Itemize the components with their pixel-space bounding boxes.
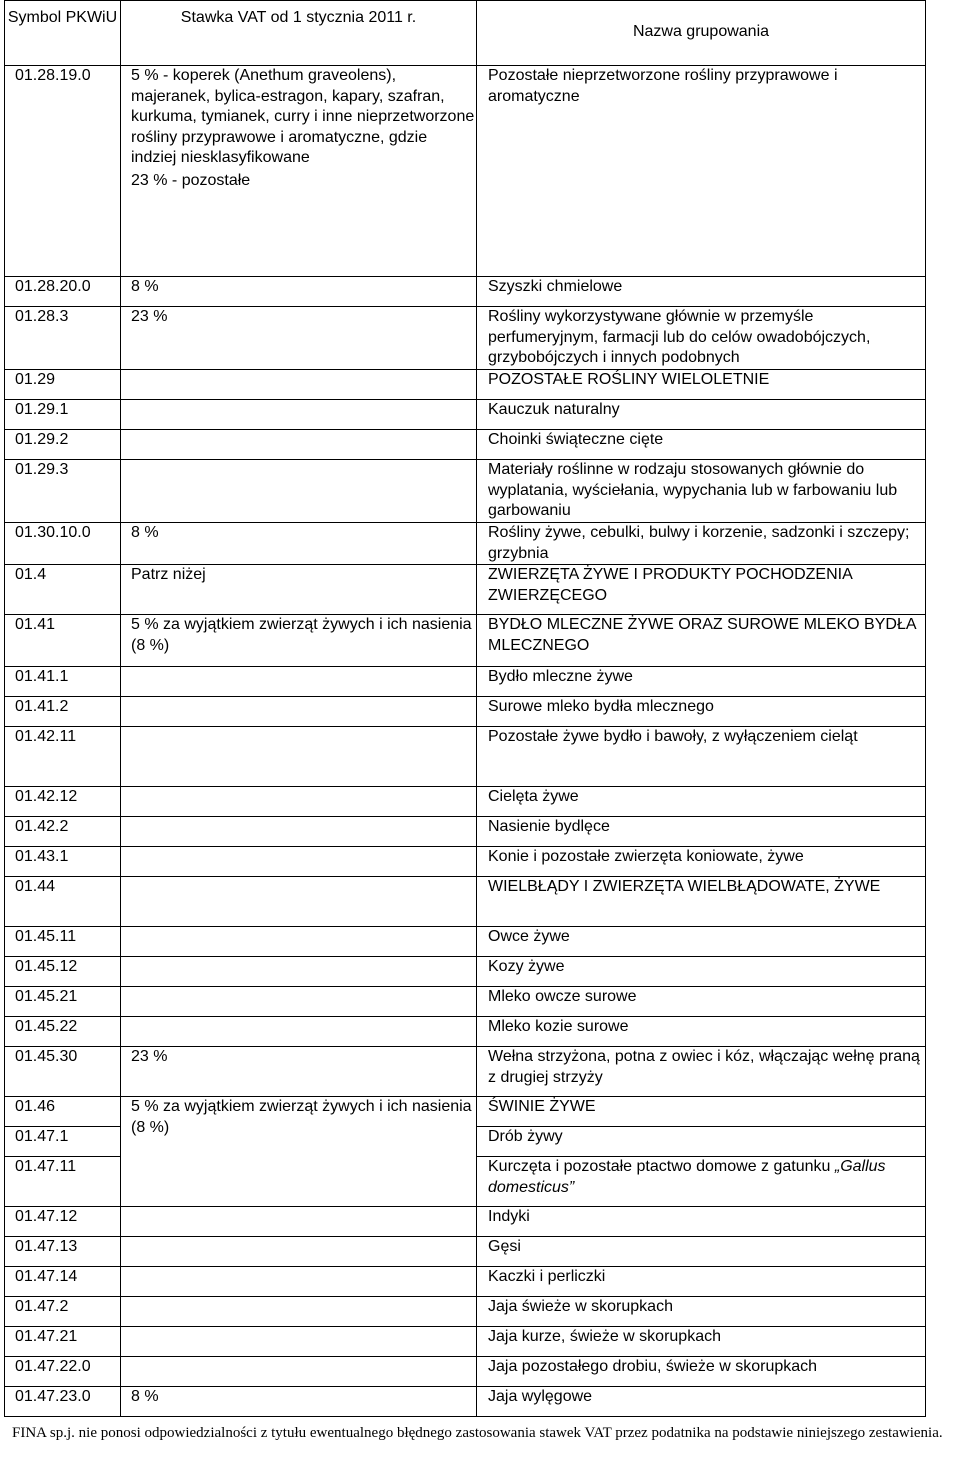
table-row (5, 460, 926, 523)
table-row (5, 1047, 926, 1097)
vat-rate (121, 1357, 477, 1387)
vat-rate (121, 787, 477, 817)
table-row (5, 370, 926, 400)
table-row (5, 667, 926, 697)
pkwiu-code: 01.44 (5, 877, 121, 927)
group-name: Szyszki chmielowe (477, 277, 926, 307)
group-name: Bydło mleczne żywe (477, 667, 926, 697)
vat-rate (121, 1327, 477, 1357)
table-row (5, 727, 926, 787)
group-name: Gęsi (477, 1237, 926, 1267)
table-row (5, 1387, 926, 1417)
group-name: Kauczuk naturalny (477, 400, 926, 430)
vat-rate: 8 % (121, 1387, 477, 1417)
vat-rate: Patrz niżej (121, 565, 477, 615)
table-row (5, 987, 926, 1017)
pkwiu-code: 01.42.12 (5, 787, 121, 817)
vat-rate (121, 847, 477, 877)
group-name-latin: „Gallus domesticus” (488, 1158, 886, 1196)
vat-rate (121, 400, 477, 430)
pkwiu-code: 01.47.1 (5, 1127, 121, 1157)
header-group-name: Nazwa grupowania (477, 1, 926, 66)
group-name: Choinki świąteczne cięte (477, 430, 926, 460)
group-name: ŚWINIE ŻYWE (477, 1097, 926, 1127)
vat-rate (121, 817, 477, 847)
pkwiu-code: 01.28.20.0 (5, 277, 121, 307)
group-name (477, 1157, 926, 1207)
group-name: Drób żywy (477, 1127, 926, 1157)
group-name: Pozostałe żywe bydło i bawoły, z wyłączeniem cieląt (477, 727, 926, 787)
vat-rate (121, 1297, 477, 1327)
vat-rate (121, 66, 477, 277)
table-row (5, 817, 926, 847)
vat-rates-table (4, 0, 926, 1417)
vat-rate: 23 % (121, 307, 477, 370)
vat-rate-text: 5 % - koperek (Anethum graveolens), majeranek, bylica-estragon, kapary, szafran, kurkuma, tymianek, curry i inne nieprzetworzone rośliny przyprawowe i aromatyczne, gdzie indziej niesklasyfikowane (131, 67, 475, 166)
pkwiu-code: 01.45.30 (5, 1047, 121, 1097)
group-name: Nasienie bydlęce (477, 817, 926, 847)
table-row (5, 1237, 926, 1267)
vat-rate-text-secondary: 23 % - pozostałe (131, 171, 251, 189)
pkwiu-code: 01.47.13 (5, 1237, 121, 1267)
table-row (5, 957, 926, 987)
pkwiu-code: 01.29.2 (5, 430, 121, 460)
table-row (5, 1357, 926, 1387)
pkwiu-code: 01.47.12 (5, 1207, 121, 1237)
header-symbol-pkwiu: Symbol PKWiU (5, 1, 121, 66)
pkwiu-code: 01.41 (5, 615, 121, 667)
table-row (5, 523, 926, 565)
table-row (5, 1207, 926, 1237)
group-name: Mleko kozie surowe (477, 1017, 926, 1047)
pkwiu-code: 01.47.22.0 (5, 1357, 121, 1387)
group-name: Jaja kurze, świeże w skorupkach (477, 1327, 926, 1357)
vat-rate: 23 % (121, 1047, 477, 1097)
pkwiu-code: 01.29.1 (5, 400, 121, 430)
table-row (5, 787, 926, 817)
vat-rate (121, 927, 477, 957)
table-row (5, 1267, 926, 1297)
vat-rate (121, 1017, 477, 1047)
group-name: Owce żywe (477, 927, 926, 957)
table-row (5, 565, 926, 615)
table-row (5, 66, 926, 277)
vat-rate (121, 957, 477, 987)
group-name: Jaja wylęgowe (477, 1387, 926, 1417)
table-row (5, 1157, 926, 1207)
table-header-row (5, 1, 926, 66)
pkwiu-code: 01.47.11 (5, 1157, 121, 1207)
pkwiu-code: 01.41.1 (5, 667, 121, 697)
pkwiu-code: 01.30.10.0 (5, 523, 121, 565)
pkwiu-code: 01.4 (5, 565, 121, 615)
pkwiu-code: 01.45.22 (5, 1017, 121, 1047)
pkwiu-code: 01.42.11 (5, 727, 121, 787)
table-row (5, 615, 926, 667)
group-name-text: Kurczęta i pozostałe ptactwo domowe z gatunku (488, 1158, 835, 1175)
table-row (5, 847, 926, 877)
vat-rate (121, 987, 477, 1017)
table-row (5, 277, 926, 307)
pkwiu-code: 01.45.11 (5, 927, 121, 957)
vat-rate (121, 667, 477, 697)
group-name: Jaja świeże w skorupkach (477, 1297, 926, 1327)
vat-rate: 5 % za wyjątkiem zwierząt żywych i ich nasienia (8 %) (121, 1097, 477, 1157)
pkwiu-code: 01.43.1 (5, 847, 121, 877)
group-name: Surowe mleko bydła mlecznego (477, 697, 926, 727)
group-name: Kaczki i perliczki (477, 1267, 926, 1297)
pkwiu-code: 01.28.19.0 (5, 66, 121, 277)
vat-rate: 8 % (121, 277, 477, 307)
table-row (5, 1327, 926, 1357)
vat-rate (121, 877, 477, 927)
table-row (5, 307, 926, 370)
pkwiu-code: 01.42.2 (5, 817, 121, 847)
pkwiu-code: 01.28.3 (5, 307, 121, 370)
pkwiu-code: 01.47.21 (5, 1327, 121, 1357)
vat-rate (121, 370, 477, 400)
vat-rate (121, 1267, 477, 1297)
vat-rate (121, 1157, 477, 1207)
group-name: Jaja pozostałego drobiu, świeże w skorupkach (477, 1357, 926, 1387)
pkwiu-code: 01.45.21 (5, 987, 121, 1017)
vat-rate (121, 727, 477, 787)
pkwiu-code: 01.29.3 (5, 460, 121, 523)
disclaimer-footer: FINA sp.j. nie ponosi odpowiedzialności z tytułu ewentualnego błędnego zastosowania stawek VAT przez podatnika na podstawie niniejszego zestawienia. (12, 1425, 943, 1441)
group-name: Pozostałe nieprzetworzone rośliny przyprawowe i aromatyczne (477, 66, 926, 277)
vat-rate (121, 697, 477, 727)
group-name: Materiały roślinne w rodzaju stosowanych głównie do wyplatania, wyściełania, wypychania lub w farbowaniu lub garbowaniu (477, 460, 926, 523)
table-row (5, 1097, 926, 1127)
group-name: ZWIERZĘTA ŻYWE I PRODUKTY POCHODZENIA ZWIERZĘCEGO (477, 565, 926, 615)
header-vat-rate: Stawka VAT od 1 stycznia 2011 r. (121, 1, 477, 66)
group-name: Indyki (477, 1207, 926, 1237)
vat-rate (121, 460, 477, 523)
group-name: POZOSTAŁE ROŚLINY WIELOLETNIE (477, 370, 926, 400)
table-row (5, 927, 926, 957)
pkwiu-code: 01.47.23.0 (5, 1387, 121, 1417)
group-name: Kozy żywe (477, 957, 926, 987)
group-name: Konie i pozostałe zwierzęta koniowate, żywe (477, 847, 926, 877)
table-row (5, 1017, 926, 1047)
pkwiu-code: 01.47.14 (5, 1267, 121, 1297)
vat-rate: 5 % za wyjątkiem zwierząt żywych i ich nasienia (8 %) (121, 615, 477, 667)
table-row (5, 400, 926, 430)
vat-rate: 8 % (121, 523, 477, 565)
document-page (4, 0, 926, 1417)
group-name: Mleko owcze surowe (477, 987, 926, 1017)
pkwiu-code: 01.47.2 (5, 1297, 121, 1327)
table-row (5, 877, 926, 927)
group-name: WIELBŁĄDY I ZWIERZĘTA WIELBŁĄDOWATE, ŻYWE (477, 877, 926, 927)
pkwiu-code: 01.29 (5, 370, 121, 400)
vat-rate (121, 430, 477, 460)
group-name: Cielęta żywe (477, 787, 926, 817)
group-name: BYDŁO MLECZNE ŻYWE ORAZ SUROWE MLEKO BYDŁA MLECZNEGO (477, 615, 926, 667)
vat-rate (121, 1237, 477, 1267)
table-row (5, 1297, 926, 1327)
group-name: Wełna strzyżona, potna z owiec i kóz, włączając wełnę praną z drugiej strzyży (477, 1047, 926, 1097)
pkwiu-code: 01.45.12 (5, 957, 121, 987)
table-row (5, 697, 926, 727)
table-row (5, 430, 926, 460)
pkwiu-code: 01.46 (5, 1097, 121, 1127)
group-name: Rośliny żywe, cebulki, bulwy i korzenie, sadzonki i szczepy; grzybnia (477, 523, 926, 565)
group-name: Rośliny wykorzystywane głównie w przemyśle perfumeryjnym, farmacji lub do celów owadobójczych, grzybobójczych i innych podobnych (477, 307, 926, 370)
pkwiu-code: 01.41.2 (5, 697, 121, 727)
vat-rate (121, 1207, 477, 1237)
